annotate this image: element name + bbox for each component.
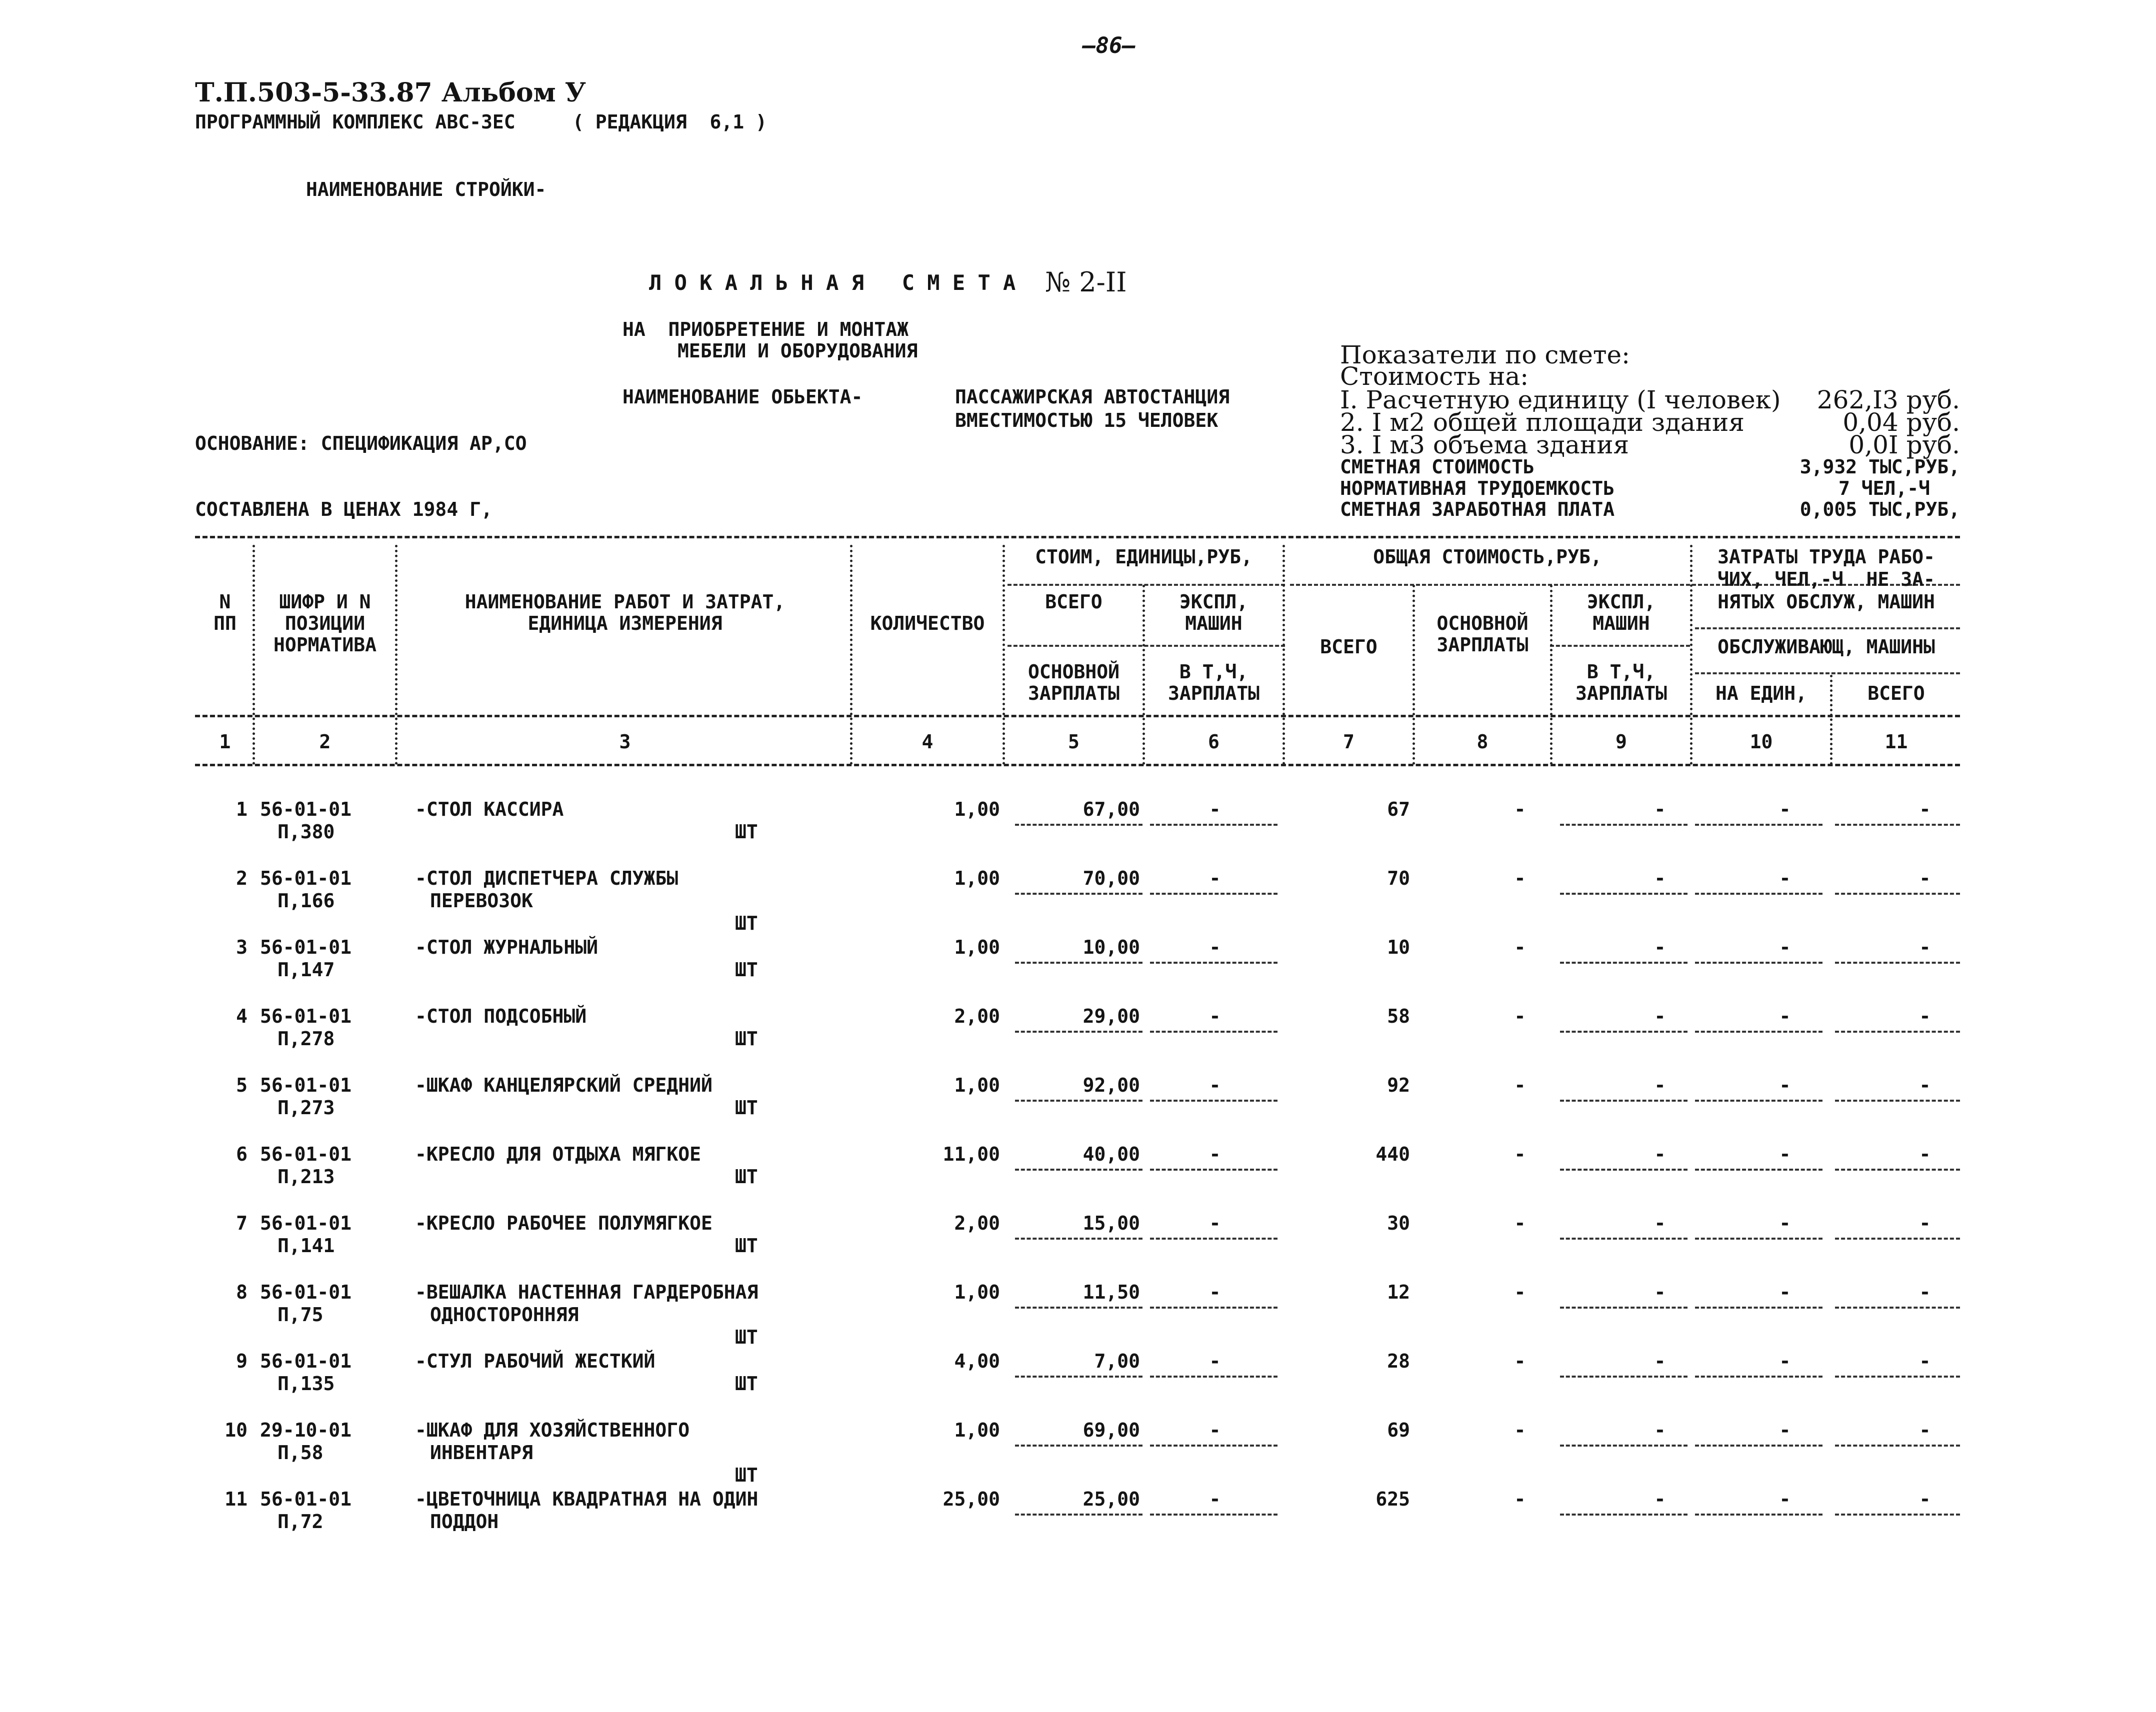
row-name-cont: ПЕРЕВОЗОК <box>430 890 533 912</box>
row-sub-rule <box>1560 1376 1688 1378</box>
col-header-n: N <box>219 591 231 613</box>
row-total: 12 <box>1387 1281 1410 1303</box>
col-header-9-wage: ЗАРПЛАТЫ <box>1575 682 1668 704</box>
row-sub-rule <box>1560 1307 1688 1309</box>
row-labor-unit: - <box>1779 1005 1791 1027</box>
row-unit-total: 10,00 <box>1082 936 1140 958</box>
row-number: 1 <box>236 798 248 820</box>
row-unit-total: 69,00 <box>1082 1419 1140 1441</box>
row-labor-unit: - <box>1779 1074 1791 1096</box>
row-unit-mach: - <box>1209 936 1221 958</box>
construction-name-label: НАИМЕНОВАНИЕ СТРОЙКИ- <box>306 178 546 200</box>
row-labor-total: - <box>1919 867 1931 889</box>
row-code: 56-01-01 <box>260 936 352 958</box>
row-name: -ШКАФ ДЛЯ ХОЗЯЙСТВЕННОГО <box>415 1419 690 1441</box>
row-labor-unit: - <box>1779 1488 1791 1510</box>
header-sub-rule-56 <box>1008 584 1285 586</box>
row-unit-mach: - <box>1209 1488 1221 1510</box>
estimate-title: Л О К А Л Ь Н А Я С М Е Т А <box>649 270 1016 295</box>
row-mach: - <box>1654 867 1666 889</box>
indicator-1-label: I. Расчетную единицу (I человек) <box>1340 385 1781 414</box>
row-unit-total: 25,00 <box>1082 1488 1140 1510</box>
row-sub-rule <box>1015 1307 1142 1309</box>
row-unit: ШТ <box>735 959 758 981</box>
col-header-5-total: ВСЕГО <box>1045 591 1102 613</box>
row-unit-mach: - <box>1209 1074 1221 1096</box>
row-name: -ВЕШАЛКА НАСТЕННАЯ ГАРДЕРОБНАЯ <box>415 1281 758 1303</box>
col-number: 4 <box>922 731 934 753</box>
row-name-cont: ОДНОСТОРОННЯЯ <box>430 1304 579 1326</box>
row-code: 56-01-01 <box>260 867 352 889</box>
row-position: П,166 <box>278 890 335 912</box>
row-sub-rule <box>1835 1445 1960 1447</box>
col-header-7-total: ВСЕГО <box>1320 636 1378 658</box>
col-header-labor-4: ОБСЛУЖИВАЮЩ, МАШИНЫ <box>1718 636 1935 658</box>
header-sep-2 <box>395 545 398 765</box>
row-unit-mach: - <box>1209 1005 1221 1027</box>
col-number: 3 <box>619 731 631 753</box>
row-sub-rule <box>1835 1514 1960 1516</box>
col-header-total-cost: ОБЩАЯ СТОИМОСТЬ,РУБ, <box>1373 546 1602 568</box>
row-number: 9 <box>236 1350 248 1372</box>
indicators-cost-on: Стоимость на: <box>1340 362 1529 391</box>
col-header-labor-2: ЧИХ, ЧЕЛ,-Ч НЕ ЗА- <box>1718 568 1935 590</box>
header-sub-rule-56b <box>1008 645 1285 647</box>
col-header-labor-3: НЯТЫХ ОБСЛУЖ, МАШИН <box>1718 591 1935 613</box>
row-sub-rule <box>1150 1169 1278 1171</box>
col-header-6-incl: В Т,Ч, <box>1179 661 1248 683</box>
row-code: 56-01-01 <box>260 1488 352 1510</box>
object-label: НАИМЕНОВАНИЕ ОБЬЕКТА- <box>622 386 863 408</box>
header-sub-rule-9 <box>1550 645 1690 647</box>
row-labor-unit: - <box>1779 1212 1791 1234</box>
row-total: 625 <box>1376 1488 1410 1510</box>
row-sub-rule <box>1015 1238 1142 1240</box>
col-header-10-per-unit: НА ЕДИН, <box>1715 682 1808 704</box>
row-labor-total: - <box>1919 1281 1931 1303</box>
row-code: 29-10-01 <box>260 1419 352 1441</box>
estimate-cost-value: 3,932 ТЫС,РУБ, <box>1800 456 1960 478</box>
row-code: 56-01-01 <box>260 1350 352 1372</box>
row-labor-unit: - <box>1779 1419 1791 1441</box>
row-base-wage: - <box>1514 936 1526 958</box>
row-labor-unit: - <box>1779 867 1791 889</box>
row-sub-rule <box>1015 962 1142 964</box>
col-number: 10 <box>1750 731 1773 753</box>
row-sub-rule <box>1150 1238 1278 1240</box>
header-sep-3 <box>850 545 852 765</box>
row-labor-unit: - <box>1779 798 1791 820</box>
document-reference: Т.П.503-5-33.87 Альбом У <box>195 77 586 108</box>
row-name: -СТОЛ ДИСПЕТЧЕРА СЛУЖБЫ <box>415 867 678 889</box>
row-sub-rule <box>1695 824 1822 826</box>
row-labor-total: - <box>1919 1419 1931 1441</box>
row-labor-total: - <box>1919 1005 1931 1027</box>
prices-line: СОСТАВЛЕНА В ЦЕНАХ 1984 Г, <box>195 498 492 520</box>
row-number: 7 <box>236 1212 248 1234</box>
row-mach: - <box>1654 1281 1666 1303</box>
row-unit-total: 40,00 <box>1082 1143 1140 1165</box>
row-base-wage: - <box>1514 1419 1526 1441</box>
col-header-name-2: ЕДИНИЦА ИЗМЕРЕНИЯ <box>528 612 722 634</box>
row-unit: ШТ <box>735 1326 758 1348</box>
labor-intensity-label: НОРМАТИВНАЯ ТРУДОЕМКОСТЬ <box>1340 477 1615 499</box>
row-sub-rule <box>1835 893 1960 895</box>
row-sub-rule <box>1695 1376 1822 1378</box>
labor-intensity-value: 7 ЧЕЛ,-Ч <box>1838 477 1930 499</box>
row-code: 56-01-01 <box>260 1074 352 1096</box>
row-quantity: 1,00 <box>954 798 1000 820</box>
col-number: 11 <box>1884 731 1908 753</box>
col-header-code-2: ПОЗИЦИИ <box>284 612 366 634</box>
row-base-wage: - <box>1514 1005 1526 1027</box>
row-base-wage: - <box>1514 1350 1526 1372</box>
row-number: 10 <box>224 1419 248 1441</box>
row-unit-total: 15,00 <box>1082 1212 1140 1234</box>
row-labor-total: - <box>1919 1212 1931 1234</box>
row-unit-mach: - <box>1209 1281 1221 1303</box>
row-unit: ШТ <box>735 1464 758 1486</box>
row-mach: - <box>1654 1074 1666 1096</box>
object-name-line-1: ПАССАЖИРСКАЯ АВТОСТАНЦИЯ <box>955 386 1230 408</box>
row-sub-rule <box>1695 1238 1822 1240</box>
row-unit: ШТ <box>735 1166 758 1188</box>
row-base-wage: - <box>1514 1074 1526 1096</box>
indicators-title: Показатели по смете: <box>1340 340 1630 369</box>
row-labor-total: - <box>1919 1143 1931 1165</box>
row-sub-rule <box>1150 1031 1278 1033</box>
col-header-name-1: НАИМЕНОВАНИЕ РАБОТ И ЗАТРАТ, <box>464 591 786 613</box>
row-sub-rule <box>1695 1169 1822 1171</box>
row-base-wage: - <box>1514 1488 1526 1510</box>
col-header-8-wage: ЗАРПЛАТЫ <box>1436 634 1528 656</box>
row-number: 3 <box>236 936 248 958</box>
row-quantity: 1,00 <box>954 1281 1000 1303</box>
header-top-rule <box>195 536 1960 538</box>
row-code: 56-01-01 <box>260 1005 352 1027</box>
wage-fund-value: 0,005 ТЫС,РУБ, <box>1800 498 1960 520</box>
row-position: П,273 <box>278 1097 335 1119</box>
row-unit-total: 70,00 <box>1082 867 1140 889</box>
row-unit: ШТ <box>735 1373 758 1395</box>
row-position: П,147 <box>278 959 335 981</box>
col-header-9-incl: В Т,Ч, <box>1586 661 1656 683</box>
row-sub-rule <box>1015 1514 1142 1516</box>
row-sub-rule <box>1015 824 1142 826</box>
row-position: П,58 <box>278 1442 324 1464</box>
row-base-wage: - <box>1514 1212 1526 1234</box>
indicator-3-value: 0,0I руб. <box>1848 430 1960 459</box>
row-sub-rule <box>1835 1307 1960 1309</box>
row-mach: - <box>1654 1143 1666 1165</box>
col-header-6-wage: ЗАРПЛАТЫ <box>1168 682 1260 704</box>
row-unit: ШТ <box>735 1235 758 1257</box>
row-sub-rule <box>1695 1445 1822 1447</box>
row-labor-unit: - <box>1779 1143 1791 1165</box>
col-header-6-mach-2: МАШИН <box>1185 612 1242 634</box>
row-sub-rule <box>1835 962 1960 964</box>
row-total: 58 <box>1387 1005 1410 1027</box>
row-total: 30 <box>1387 1212 1410 1234</box>
col-number: 9 <box>1616 731 1627 753</box>
row-total: 69 <box>1387 1419 1410 1441</box>
indicator-2-label: 2. I м2 общей площади здания <box>1340 408 1744 437</box>
row-name-cont: ИНВЕНТАРЯ <box>430 1442 533 1464</box>
row-unit-total: 92,00 <box>1082 1074 1140 1096</box>
row-position: П,75 <box>278 1304 324 1326</box>
col-number: 6 <box>1208 731 1220 753</box>
col-number: 2 <box>319 731 331 753</box>
row-unit: ШТ <box>735 821 758 843</box>
row-sub-rule <box>1150 1445 1278 1447</box>
row-labor-total: - <box>1919 936 1931 958</box>
row-sub-rule <box>1695 1307 1822 1309</box>
header-sub-rule-1011b <box>1695 672 1960 674</box>
estimate-number: № 2-II <box>1045 266 1127 298</box>
col-header-pp: ПП <box>214 612 236 634</box>
row-code: 56-01-01 <box>260 1143 352 1165</box>
row-sub-rule <box>1560 1514 1688 1516</box>
row-labor-total: - <box>1919 1488 1931 1510</box>
row-sub-rule <box>1015 893 1142 895</box>
row-position: П,213 <box>278 1166 335 1188</box>
col-header-5-base: ОСНОВНОЙ <box>1028 661 1120 683</box>
col-header-unit-cost: СТОИМ, ЕДИНИЦЫ,РУБ, <box>1035 546 1252 568</box>
row-total: 10 <box>1387 936 1410 958</box>
indicator-2-value: 0,04 руб. <box>1842 408 1960 437</box>
row-quantity: 2,00 <box>954 1212 1000 1234</box>
col-header-9-mach-2: МАШИН <box>1592 612 1650 634</box>
row-name: -ШКАФ КАНЦЕЛЯРСКИЙ СРЕДНИЙ <box>415 1074 712 1096</box>
row-number: 4 <box>236 1005 248 1027</box>
row-position: П,72 <box>278 1511 324 1533</box>
indicator-3-label: 3. I м3 объема здания <box>1340 430 1630 459</box>
col-header-11-total: ВСЕГО <box>1868 682 1925 704</box>
col-header-8-base: ОСНОВНОЙ <box>1436 612 1528 634</box>
row-sub-rule <box>1560 962 1688 964</box>
row-number: 6 <box>236 1143 248 1165</box>
row-base-wage: - <box>1514 1143 1526 1165</box>
row-sub-rule <box>1150 1514 1278 1516</box>
header-bottom-rule <box>195 715 1960 717</box>
col-number: 7 <box>1343 731 1354 753</box>
row-total: 92 <box>1387 1074 1410 1096</box>
header-sep-1 <box>252 545 255 765</box>
row-sub-rule <box>1015 1169 1142 1171</box>
row-sub-rule <box>1150 962 1278 964</box>
row-mach: - <box>1654 1350 1666 1372</box>
row-sub-rule <box>1560 893 1688 895</box>
row-sub-rule <box>1695 1514 1822 1516</box>
col-header-labor-1: ЗАТРАТЫ ТРУДА РАБО- <box>1718 546 1935 568</box>
row-quantity: 1,00 <box>954 1074 1000 1096</box>
row-sub-rule <box>1150 1376 1278 1378</box>
row-mach: - <box>1654 1005 1666 1027</box>
row-sub-rule <box>1150 824 1278 826</box>
row-unit-mach: - <box>1209 1419 1221 1441</box>
col-number: 1 <box>219 731 231 753</box>
row-quantity: 1,00 <box>954 1419 1000 1441</box>
row-sub-rule <box>1560 1238 1688 1240</box>
row-total: 440 <box>1376 1143 1410 1165</box>
row-sub-rule <box>1695 1100 1822 1102</box>
row-position: П,380 <box>278 821 335 843</box>
row-code: 56-01-01 <box>260 798 352 820</box>
header-sub-rule-1011a <box>1695 627 1960 629</box>
row-position: П,278 <box>278 1028 335 1050</box>
row-name: -СТОЛ ЖУРНАЛЬНЫЙ <box>415 936 598 958</box>
row-quantity: 2,00 <box>954 1005 1000 1027</box>
row-mach: - <box>1654 798 1666 820</box>
row-number: 2 <box>236 867 248 889</box>
row-labor-unit: - <box>1779 936 1791 958</box>
row-name: -СТОЛ КАССИРА <box>415 798 564 820</box>
row-code: 56-01-01 <box>260 1281 352 1303</box>
row-unit: ШТ <box>735 1097 758 1119</box>
purpose-line-1: НА ПРИОБРЕТЕНИЕ И МОНТАЖ <box>622 318 908 340</box>
col-header-quantity: КОЛИЧЕСТВО <box>870 612 985 634</box>
row-position: П,135 <box>278 1373 335 1395</box>
row-name: -КРЕСЛО РАБОЧЕЕ ПОЛУМЯГКОЕ <box>415 1212 712 1234</box>
row-mach: - <box>1654 1212 1666 1234</box>
row-sub-rule <box>1835 1100 1960 1102</box>
row-total: 67 <box>1387 798 1410 820</box>
page-number: —86— <box>1082 33 1136 58</box>
object-name-line-2: ВМЕСТИМОСТЬЮ 15 ЧЕЛОВЕК <box>955 409 1218 431</box>
col-header-code-1: ШИФР И N <box>279 591 371 613</box>
row-sub-rule <box>1150 893 1278 895</box>
row-base-wage: - <box>1514 798 1526 820</box>
purpose-line-2: МЕБЕЛИ И ОБОРУДОВАНИЯ <box>678 340 918 362</box>
row-sub-rule <box>1835 824 1960 826</box>
row-sub-rule <box>1695 962 1822 964</box>
row-sub-rule <box>1015 1100 1142 1102</box>
row-labor-unit: - <box>1779 1281 1791 1303</box>
row-unit-mach: - <box>1209 1212 1221 1234</box>
row-total: 28 <box>1387 1350 1410 1372</box>
col-header-9-mach: ЭКСПЛ, <box>1586 591 1656 613</box>
row-code: 56-01-01 <box>260 1212 352 1234</box>
row-base-wage: - <box>1514 1281 1526 1303</box>
row-unit: ШТ <box>735 912 758 934</box>
wage-fund-label: СМЕТНАЯ ЗАРАБОТНАЯ ПЛАТА <box>1340 498 1615 520</box>
row-sub-rule <box>1695 893 1822 895</box>
row-mach: - <box>1654 1488 1666 1510</box>
row-quantity: 1,00 <box>954 867 1000 889</box>
row-name: -ЦВЕТОЧНИЦА КВАДРАТНАЯ НА ОДИН <box>415 1488 758 1510</box>
row-labor-total: - <box>1919 1350 1931 1372</box>
row-number: 5 <box>236 1074 248 1096</box>
estimate-cost-label: СМЕТНАЯ СТОИМОСТЬ <box>1340 456 1534 478</box>
row-number: 8 <box>236 1281 248 1303</box>
row-name: -КРЕСЛО ДЛЯ ОТДЫХА МЯГКОЕ <box>415 1143 701 1165</box>
row-unit-total: 67,00 <box>1082 798 1140 820</box>
row-name: -СТУЛ РАБОЧИЙ ЖЕСТКИЙ <box>415 1350 656 1372</box>
row-labor-total: - <box>1919 1074 1931 1096</box>
col-header-6-mach: ЭКСПЛ, <box>1179 591 1248 613</box>
col-header-5-wage: ЗАРПЛАТЫ <box>1028 682 1120 704</box>
row-sub-rule <box>1150 1307 1278 1309</box>
row-name-cont: ПОДДОН <box>430 1511 499 1533</box>
row-sub-rule <box>1560 1031 1688 1033</box>
row-unit-total: 11,50 <box>1082 1281 1140 1303</box>
row-sub-rule <box>1015 1445 1142 1447</box>
row-sub-rule <box>1835 1238 1960 1240</box>
basis-line: ОСНОВАНИЕ: СПЕЦИФИКАЦИЯ АР,СО <box>195 432 527 454</box>
col-number: 5 <box>1068 731 1080 753</box>
row-sub-rule <box>1015 1376 1142 1378</box>
row-unit-total: 7,00 <box>1094 1350 1140 1372</box>
row-sub-rule <box>1560 1100 1688 1102</box>
row-sub-rule <box>1835 1031 1960 1033</box>
row-labor-total: - <box>1919 798 1931 820</box>
row-unit-total: 29,00 <box>1082 1005 1140 1027</box>
row-name: -СТОЛ ПОДСОБНЫЙ <box>415 1005 587 1027</box>
colnum-bottom-rule <box>195 764 1960 766</box>
row-mach: - <box>1654 1419 1666 1441</box>
row-number: 11 <box>224 1488 248 1510</box>
row-quantity: 1,00 <box>954 936 1000 958</box>
row-sub-rule <box>1560 1445 1688 1447</box>
row-total: 70 <box>1387 867 1410 889</box>
col-header-code-3: НОРМАТИВА <box>274 634 376 656</box>
row-unit: ШТ <box>735 1028 758 1050</box>
row-sub-rule <box>1560 824 1688 826</box>
row-sub-rule <box>1835 1376 1960 1378</box>
row-sub-rule <box>1695 1031 1822 1033</box>
software-line: ПРОГРАММНЫЙ КОМПЛЕКС АВС-3ЕС ( РЕДАКЦИЯ 6,1 ) <box>195 111 767 133</box>
row-quantity: 4,00 <box>954 1350 1000 1372</box>
row-sub-rule <box>1015 1031 1142 1033</box>
row-unit-mach: - <box>1209 867 1221 889</box>
indicator-1-value: 262,I3 руб. <box>1816 385 1960 414</box>
header-sep-4 <box>1002 545 1005 765</box>
row-sub-rule <box>1150 1100 1278 1102</box>
row-sub-rule <box>1560 1169 1688 1171</box>
row-unit-mach: - <box>1209 798 1221 820</box>
row-base-wage: - <box>1514 867 1526 889</box>
row-unit-mach: - <box>1209 1350 1221 1372</box>
row-mach: - <box>1654 936 1666 958</box>
col-number: 8 <box>1476 731 1488 753</box>
row-position: П,141 <box>278 1235 335 1257</box>
row-labor-unit: - <box>1779 1350 1791 1372</box>
row-sub-rule <box>1835 1169 1960 1171</box>
row-unit-mach: - <box>1209 1143 1221 1165</box>
row-quantity: 25,00 <box>942 1488 1000 1510</box>
row-quantity: 11,00 <box>942 1143 1000 1165</box>
